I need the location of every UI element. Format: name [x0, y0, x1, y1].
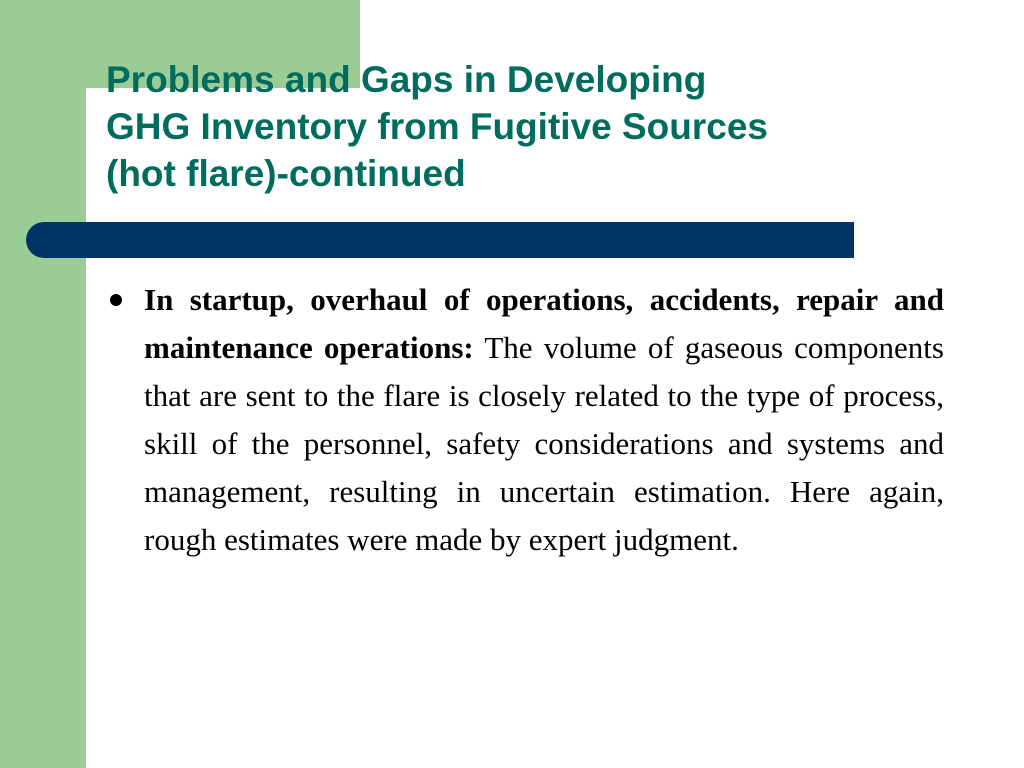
title-line-3: (hot flare)-continued — [106, 153, 466, 194]
bullet-bold-lead: In startup, overhaul of operations, accidents, repair and maintenance operations: — [144, 282, 944, 365]
bullet-item — [144, 276, 944, 564]
slide-title — [106, 56, 966, 197]
bullet-body: The volume of gaseous components that are sent to the flare is closely related to the type of process, skill of the personnel, safety considerations and systems and management, resulting in uncertain estimation. Here again, rough estimates were made by expert judgment. — [144, 330, 944, 557]
bullet-icon — [110, 294, 122, 306]
green-side-bar — [0, 0, 86, 768]
title-divider-bar — [26, 222, 854, 258]
title-line-1: Problems and Gaps in Developing — [106, 59, 707, 100]
title-line-2: GHG Inventory from Fugitive Sources — [106, 106, 769, 147]
